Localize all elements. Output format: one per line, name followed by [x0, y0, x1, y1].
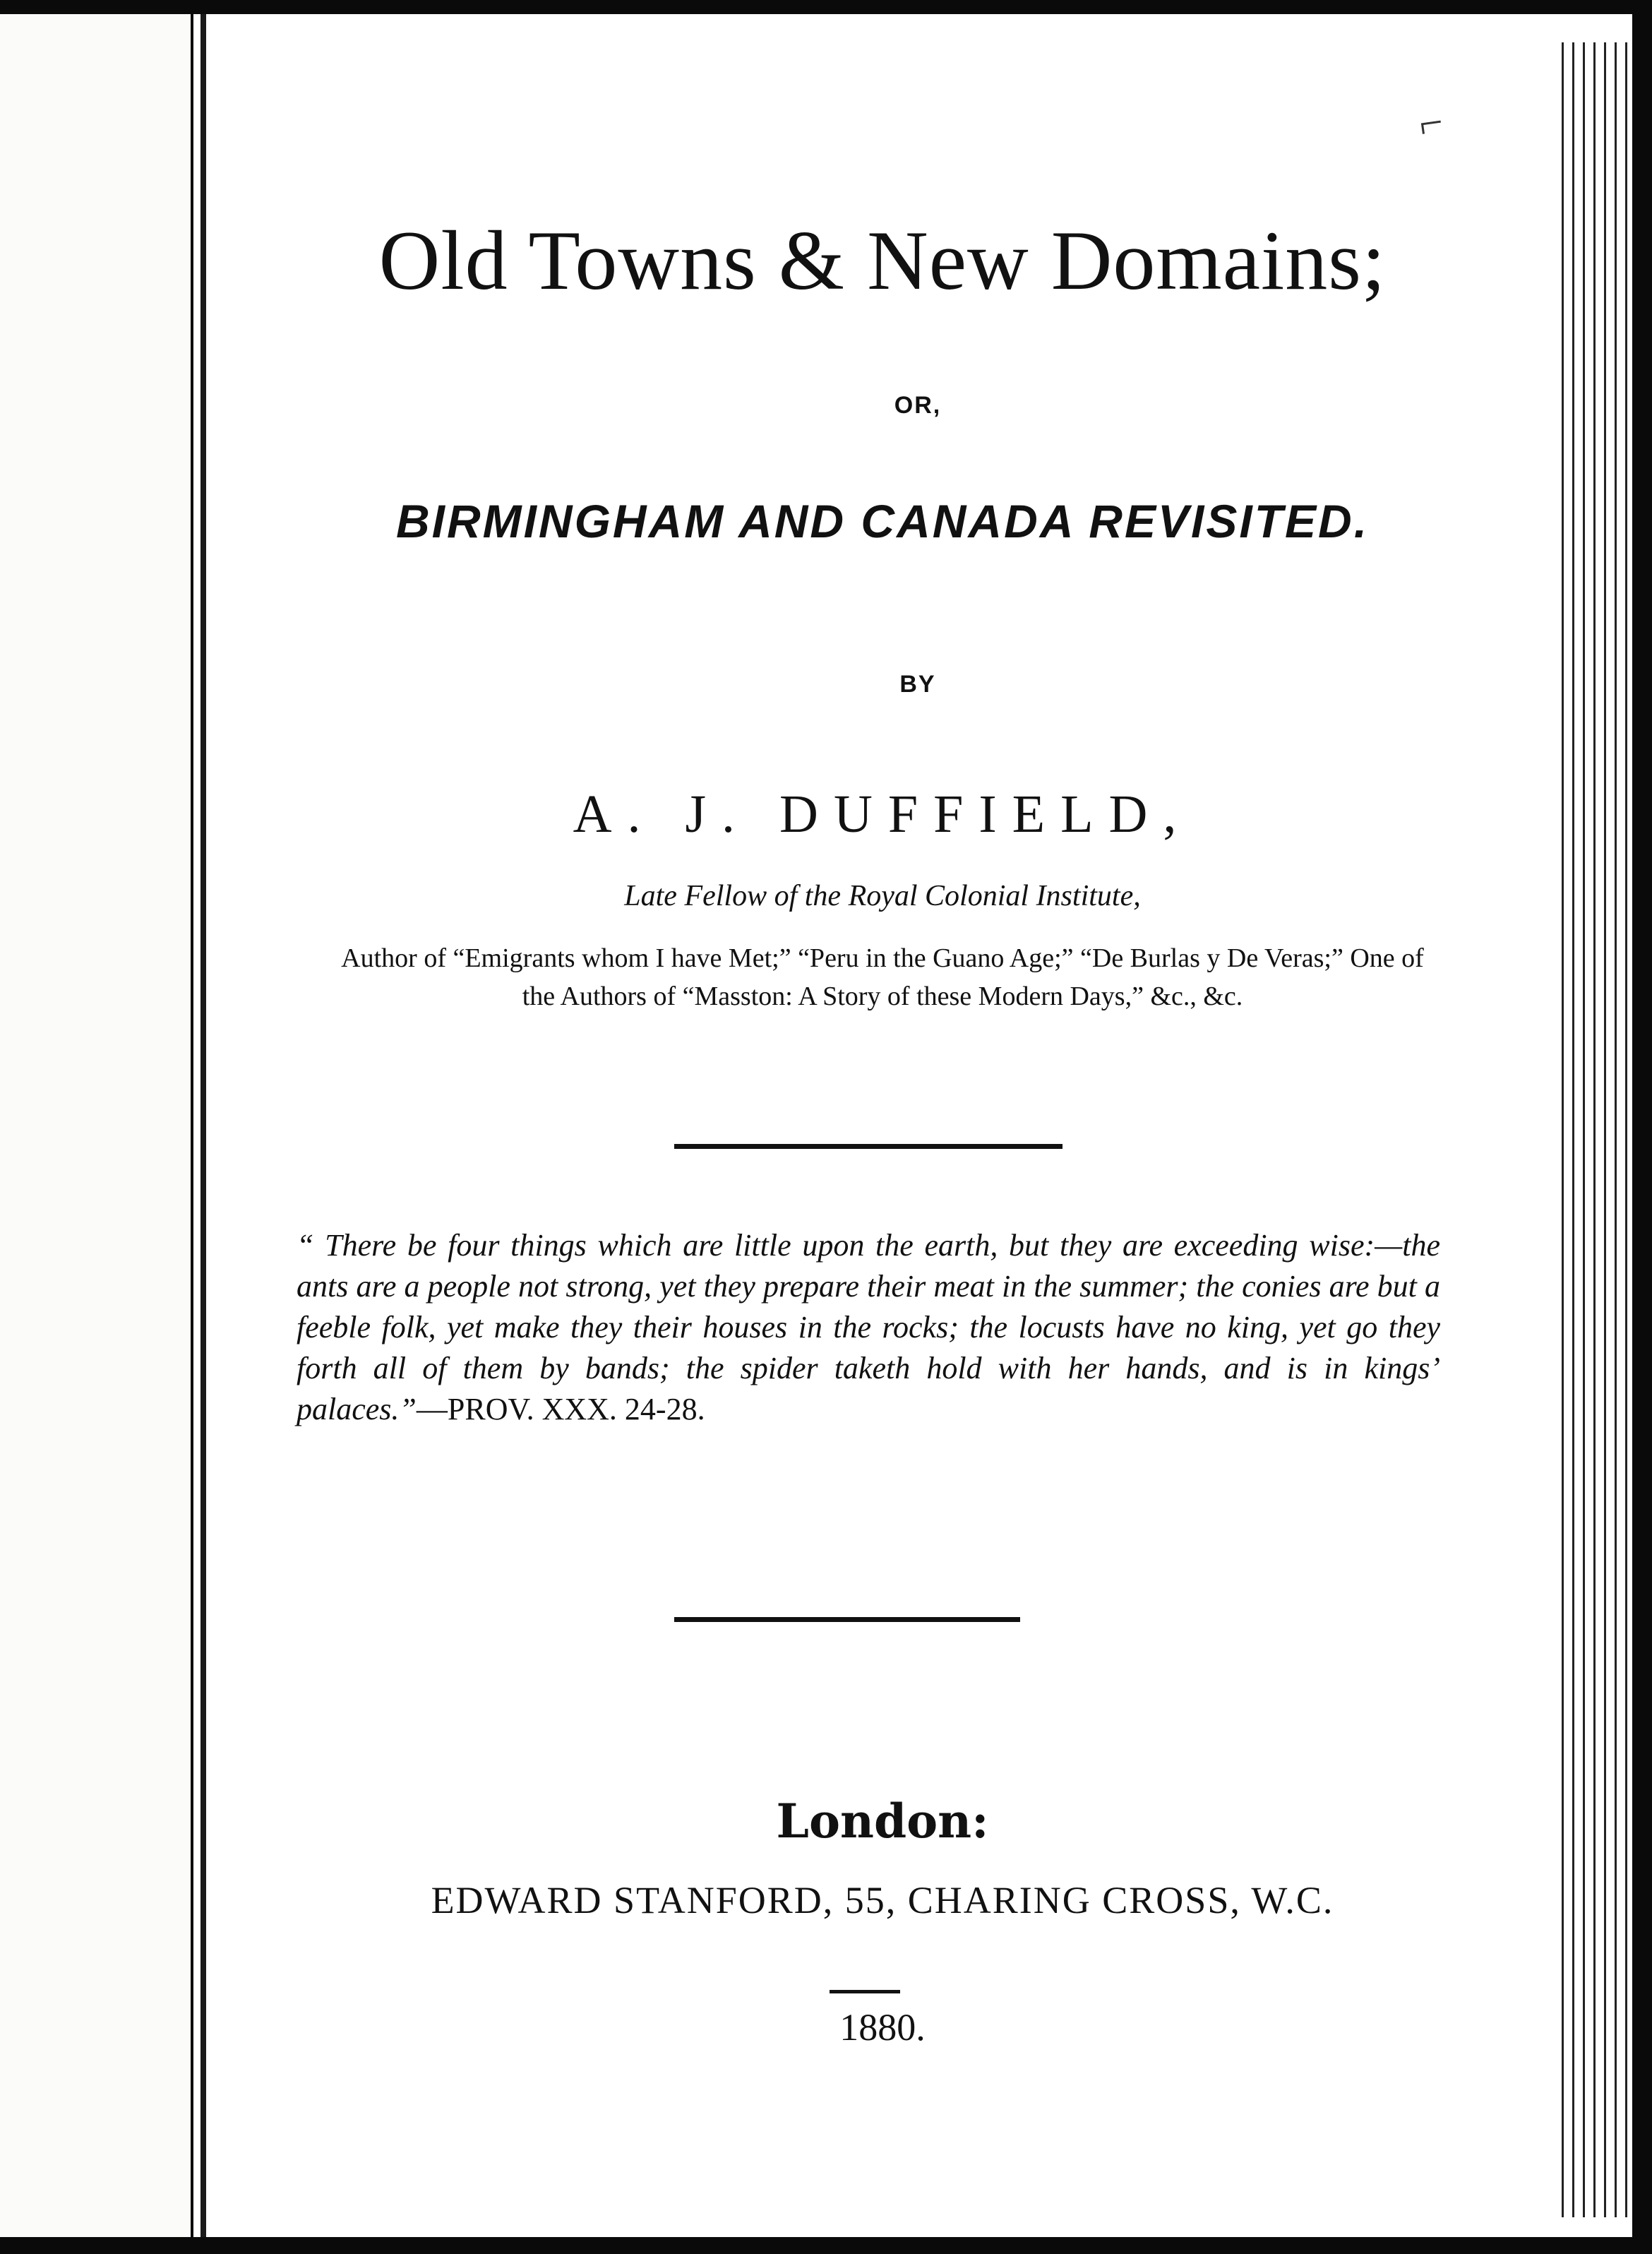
divider-rule [674, 1617, 1020, 1622]
publication-year: 1880. [839, 2006, 926, 2049]
publisher: EDWARD STANFORD, 55, CHARING CROSS, W.C. [431, 1879, 1334, 1921]
author-credits: Author of “Emigrants whom I have Met;” “Peru in the Guano Age;” “De Burlas y De Veras;” One of the Authors of “Masston: A Story of these Modern Days,” &c., &c. [341, 943, 1424, 1011]
epigraph [297, 1225, 1440, 1430]
book-subtitle: BIRMINGHAM AND CANADA REVISITED. [395, 495, 1370, 547]
scan-border-top [0, 0, 1652, 14]
author-role: Late Fellow of the Royal Colonial Institute, [624, 880, 1141, 912]
page-edges [1553, 42, 1631, 2217]
scan-border-bottom [0, 2237, 1652, 2254]
author-name: A. J. DUFFIELD, [573, 785, 1192, 844]
pencil-mark: ⌐ [1415, 97, 1447, 148]
title-conjunction: OR, [894, 392, 942, 419]
epigraph-text: “ There be four things which are little upon the earth, but they are exceeding wise:—the ants are a people not strong, yet they prepare their meat in the summer; the conies are but a feeble folk, yet make they their houses in the rocks; the locusts have no king, yet go they forth all of them by bands; the spider taketh hold with her hands, and is in kings’ palaces.” [297, 1228, 1440, 1426]
imprint-city: London: [776, 1794, 989, 1849]
book-title: Old Towns & New Domains; [378, 213, 1387, 307]
facing-page-edge [0, 0, 193, 2254]
divider-rule [674, 1144, 1063, 1149]
short-rule [830, 1990, 900, 1993]
scan-border-right [1632, 0, 1652, 2254]
gutter-line [200, 0, 206, 2254]
by-line: BY [899, 671, 936, 698]
epigraph-reference: —PROV. XXX. 24-28. [416, 1392, 705, 1426]
